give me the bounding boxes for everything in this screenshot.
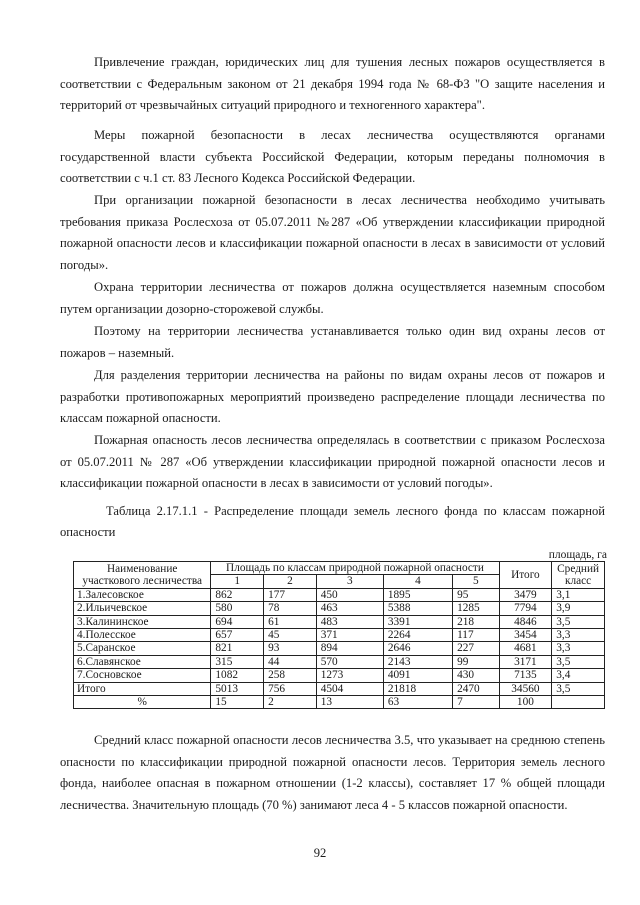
cell-total: 7794: [499, 602, 552, 615]
cell: 13: [316, 696, 383, 709]
row-name: 4.Полесское: [74, 629, 211, 642]
cell: 463: [316, 602, 383, 615]
table-row-percent: [74, 696, 605, 709]
cell: 894: [316, 642, 383, 655]
paragraph-5: Поэтому на территории лесничества устанавливается только один вид охраны лесов от пожаров – наземный.: [60, 324, 605, 360]
cell: 450: [316, 588, 383, 601]
cell: 1285: [453, 602, 499, 615]
cell: 756: [264, 682, 317, 695]
cell: 2: [264, 696, 317, 709]
conclusion-paragraph: Средний класс пожарной опасности лесов лесничества 3.5, что указывает на среднюю степень опасности по классификации природной пожарной опасности лесов. Территория земель лесного фонда, наиболее опасная в пожарном отношении (1-2 классы), составляет 17 % общей площади лесничества. Значительную площадь (70 %) занимают леса 4 - 5 классов пожарной опасности.: [60, 733, 605, 812]
cell: 3391: [383, 615, 452, 628]
header-name: Наименование участкового лесничества: [74, 562, 211, 589]
paragraph-3: При организации пожарной безопасности в лесах лесничества необходимо учитывать требования приказа Рослесхоза от 05.07.2011 №287 «Об утверждении классификации природной пожарной опасности лесов и классификации пожарной опасности в лесах в зависимости от условий погоды».: [60, 193, 605, 272]
cell: 862: [211, 588, 264, 601]
paragraph-4: Охрана территории лесничества от пожаров должна осуществляется наземным способом путем организации дозорно-сторожевой службы.: [60, 280, 605, 316]
row-name: 1.Залесовское: [74, 588, 211, 601]
cell: 430: [453, 669, 499, 682]
table-row: [74, 642, 605, 655]
table-row: [74, 588, 605, 601]
table-caption: Таблица 2.17.1.1 - Распределение площади земель лесного фонда по классам пожарной опасности: [60, 504, 605, 539]
cell: 1082: [211, 669, 264, 682]
cell-avg: 3,9: [552, 602, 605, 615]
cell: 78: [264, 602, 317, 615]
cell: 63: [383, 696, 452, 709]
cell-avg: 3,3: [552, 642, 605, 655]
cell-total: 4681: [499, 642, 552, 655]
cell: 694: [211, 615, 264, 628]
row-name: 2.Ильичевское: [74, 602, 211, 615]
table-row: [74, 669, 605, 682]
cell: 570: [316, 655, 383, 668]
row-name: 5.Саранское: [74, 642, 211, 655]
cell: 93: [264, 642, 317, 655]
cell: 371: [316, 629, 383, 642]
cell: 2264: [383, 629, 452, 642]
row-name: Итого: [74, 682, 211, 695]
cell: 2143: [383, 655, 452, 668]
cell: 95: [453, 588, 499, 601]
cell: 15: [211, 696, 264, 709]
header-avg: Средний класс: [552, 562, 605, 589]
cell: 4504: [316, 682, 383, 695]
paragraph-6: Для разделения территории лесничества на районы по видам охраны лесов от пожаров и разработки противопожарных мероприятий произведено распределение площади лесничества по классам пожарной опасности.: [60, 368, 605, 425]
cell-avg: 3,5: [552, 655, 605, 668]
row-name: %: [74, 696, 211, 709]
table-row: [74, 602, 605, 615]
header-total: Итого: [499, 562, 552, 589]
cell-avg: 3,3: [552, 629, 605, 642]
cell-total: 3454: [499, 629, 552, 642]
class-header: 5: [453, 575, 499, 588]
cell: 218: [453, 615, 499, 628]
cell: 4091: [383, 669, 452, 682]
class-header: 2: [264, 575, 317, 588]
cell: 580: [211, 602, 264, 615]
table-row: [74, 615, 605, 628]
cell-avg: 3,5: [552, 682, 605, 695]
cell: 657: [211, 629, 264, 642]
unit-label: площадь, га: [548, 549, 607, 561]
class-header: 4: [383, 575, 452, 588]
cell-total: 7135: [499, 669, 552, 682]
row-name: 7.Сосновское: [74, 669, 211, 682]
cell: 99: [453, 655, 499, 668]
cell: 21818: [383, 682, 452, 695]
cell: 44: [264, 655, 317, 668]
cell: 258: [264, 669, 317, 682]
paragraph-2: Меры пожарной безопасности в лесах лесничества осуществляются органами государственной власти субъекта Российской Федерации, которым переданы полномочия в соответствии с ч.1 ст. 83 Лесного Кодекса Российской Федерации.: [60, 128, 605, 185]
cell: 1895: [383, 588, 452, 601]
table-row: [74, 655, 605, 668]
cell: 5388: [383, 602, 452, 615]
class-header: 3: [316, 575, 383, 588]
table-row-total: [74, 682, 605, 695]
paragraph-7: Пожарная опасность лесов лесничества определялась в соответствии с приказом Рослесхоза от 05.07.2011 № 287 «Об утверждении классификации природной пожарной опасности лесов и классификации пожарной опасности в лесах в зависимости от условий погоды».: [60, 433, 605, 490]
cell-total: 3479: [499, 588, 552, 601]
paragraph-1: Привлечение граждан, юридических лиц для тушения лесных пожаров осуществляется в соответствии с Федеральным законом от 21 декабря 1994 года № 68-ФЗ "О защите населения и территорий от чрезвычайных ситуаций природного и техногенного характера".: [60, 55, 605, 112]
cell-total: 34560: [499, 682, 552, 695]
row-name: 3.Калининское: [74, 615, 211, 628]
cell: 2470: [453, 682, 499, 695]
class-header: 1: [211, 575, 264, 588]
cell: 483: [316, 615, 383, 628]
cell: 315: [211, 655, 264, 668]
cell-avg: [552, 696, 605, 709]
cell: 1273: [316, 669, 383, 682]
cell-total: 3171: [499, 655, 552, 668]
cell: 61: [264, 615, 317, 628]
cell: 227: [453, 642, 499, 655]
row-name: 6.Славянское: [74, 655, 211, 668]
fire-class-table: [73, 561, 605, 709]
cell: 2646: [383, 642, 452, 655]
cell: 45: [264, 629, 317, 642]
cell-avg: 3,4: [552, 669, 605, 682]
header-area: Площадь по классам природной пожарной опасности: [211, 562, 499, 575]
cell-avg: 3,5: [552, 615, 605, 628]
cell: 7: [453, 696, 499, 709]
cell-total: 4846: [499, 615, 552, 628]
cell-total: 100: [499, 696, 552, 709]
table-row: [74, 629, 605, 642]
cell: 5013: [211, 682, 264, 695]
cell: 117: [453, 629, 499, 642]
cell: 177: [264, 588, 317, 601]
cell-avg: 3,1: [552, 588, 605, 601]
page-number: 92: [313, 846, 327, 860]
cell: 821: [211, 642, 264, 655]
